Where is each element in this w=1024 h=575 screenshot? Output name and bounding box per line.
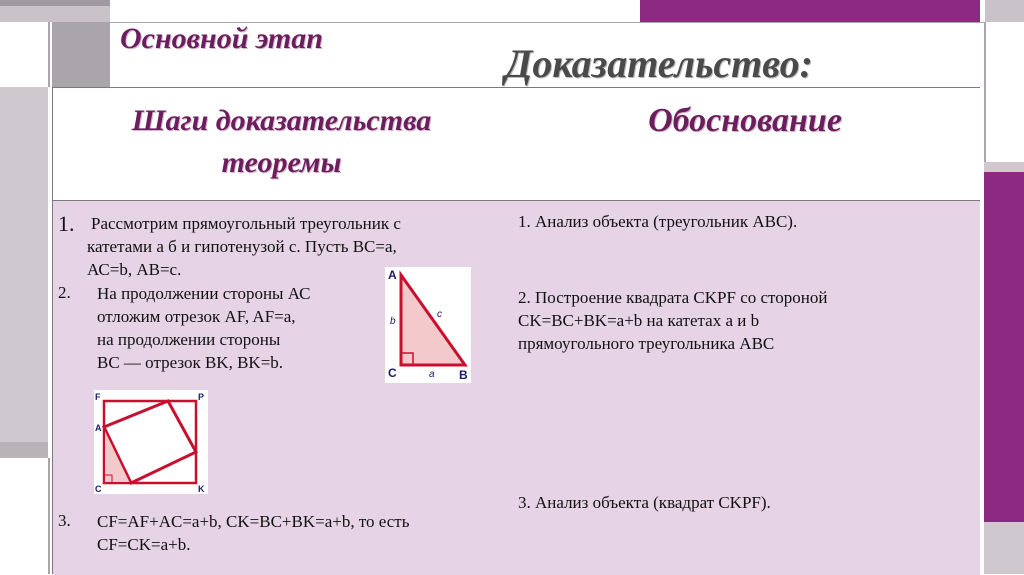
step1-line3: АС=b, АВ=с. <box>87 260 182 279</box>
triangle-label-b-side: b <box>390 316 396 327</box>
triangle-label-b-vertex: B <box>459 368 468 382</box>
step1-line1: Рассмотрим прямоугольный треугольник с <box>91 214 401 233</box>
deco-right-column <box>984 22 1024 162</box>
deco-left-block <box>52 22 110 87</box>
step3-number: 3. <box>58 511 71 530</box>
step2-line1: На продолжении стороны АС <box>97 284 311 303</box>
step2-line2: отложим отрезок AF, AF=a, <box>97 307 296 326</box>
square-figure <box>94 390 208 494</box>
reasons-cell <box>510 200 980 575</box>
deco-left-column-top <box>0 22 50 87</box>
deco-top-left-bar <box>0 0 110 6</box>
deco-right-bottom <box>984 522 1024 574</box>
deco-left-stripe <box>0 442 48 458</box>
col2-header <box>510 88 980 200</box>
square-label-f: F <box>95 392 101 402</box>
reason2-line1: 2. Построение квадрата CKPF со стороной <box>518 288 828 307</box>
square-label-k: K <box>198 484 205 494</box>
deco-left-column <box>0 87 48 442</box>
triangle-figure <box>385 267 471 383</box>
deco-top-right-gray <box>985 0 1024 22</box>
step2-line4: BC — отрезок BK, BK=b. <box>97 353 284 372</box>
square-label-p: P <box>198 392 205 402</box>
square-label-c: C <box>95 484 102 494</box>
stage-title: Основной этап <box>120 22 323 55</box>
step1-line2: катетами а б и гипотенузой с. Пусть ВС=а, <box>87 237 397 256</box>
deco-right-purple <box>984 172 1024 522</box>
square-label-a: A <box>95 423 102 433</box>
deco-left-bottom <box>0 458 50 574</box>
triangle-label-c-vertex: C <box>388 366 397 380</box>
step1-number: 1. <box>58 211 75 236</box>
step3-line2: CF=CK=a+b. <box>97 535 191 554</box>
step2-number: 2. <box>58 283 71 302</box>
triangle-label-a-vertex: A <box>388 268 397 282</box>
deco-top-right-purple <box>640 0 980 22</box>
col2-header-text: Обоснование <box>648 102 842 139</box>
col1-header-line1: Шаги доказательства <box>131 104 432 137</box>
step3-line1: CF=AF+AC=a+b, CK=BC+BK=a+b, то есть <box>97 512 410 531</box>
triangle-label-c-side: c <box>437 309 442 320</box>
proof-title: Доказательство: <box>505 41 813 86</box>
reason1: 1. Анализ объекта (треугольник АВС). <box>518 212 798 231</box>
reason2-line3: прямоугольного треугольника АВС <box>518 334 775 353</box>
col1-header <box>53 88 511 200</box>
reason3: 3. Анализ объекта (квадрат CKPF). <box>518 493 771 512</box>
col1-header-line2: теоремы <box>221 146 342 179</box>
step2-line3: на продолжении стороны <box>97 330 281 349</box>
deco-right-gray <box>984 162 1024 172</box>
triangle-label-a-side: a <box>429 369 435 380</box>
steps-cell <box>53 200 511 575</box>
reason2-line2: CK=BC+BK=a+b на катетах a и b <box>518 311 760 330</box>
proof-table <box>52 87 980 574</box>
